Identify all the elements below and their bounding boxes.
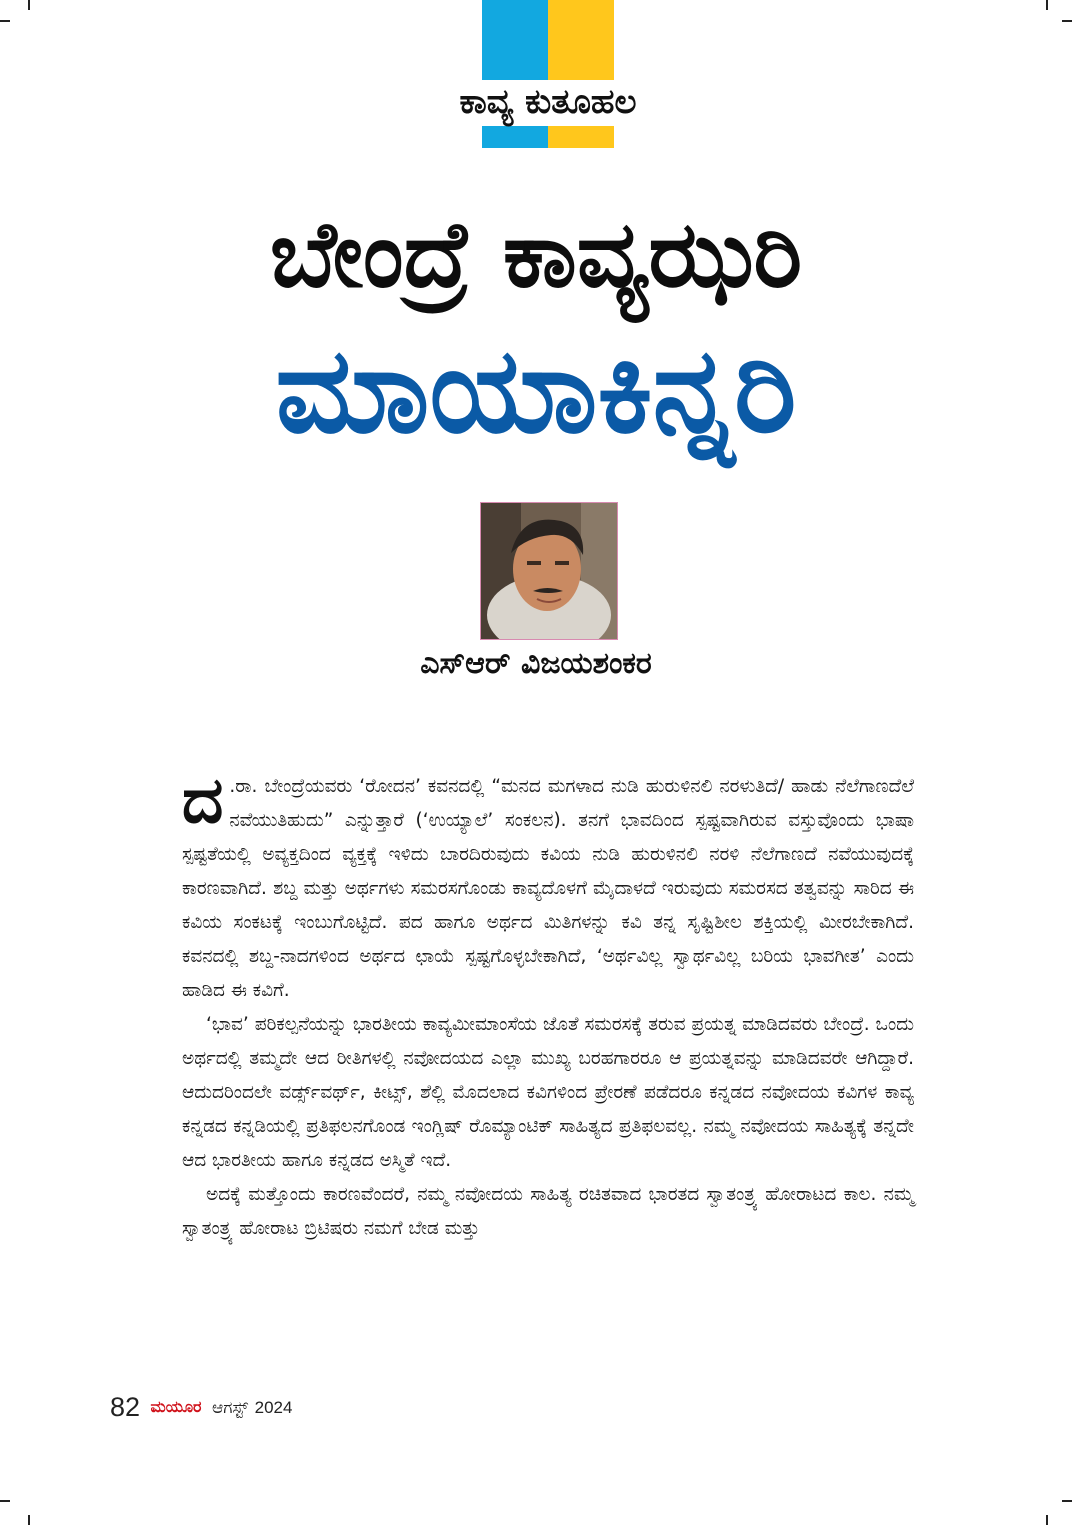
- logo-yellow-bar: [548, 126, 614, 148]
- crop-mark: [1062, 20, 1072, 22]
- paragraph: [182, 764, 914, 1008]
- author-photo: [480, 502, 618, 640]
- logo-yellow-block: [548, 0, 614, 80]
- paragraph: ಅದಕ್ಕೆ ಮತ್ತೊಂದು ಕಾರಣವೆಂದರೆ, ನಮ್ಮ ನವೋದಯ ಸಾಹಿತ್ಯ ರಚಿತವಾದ ಭಾರತದ ಸ್ವಾತಂತ್ರ್ಯ ಹೋರಾಟದ ಕಾಲ. ನಮ್ಮ ಸ್ವಾತಂತ್ರ್ಯ ಹೋರಾಟ ಬ್ರಿಟಿಷರು ನಮಗೆ ಬೇಡ ಮತ್ತು: [182, 1184, 914, 1239]
- logo-blue-bar: [482, 126, 548, 148]
- crop-mark: [0, 1500, 10, 1502]
- paragraph-text: .ರಾ. ಬೇಂದ್ರೆಯವರು ‘ರೋದನ’ ಕವನದಲ್ಲಿ “ಮನದ ಮಗಳಾದ ನುಡಿ ಹುರುಳಿನಲಿ ನರಳುತಿದೆ/ ಹಾಡು ನೆಲೆಗಾಣದೆಲೆ ನವೆಯುತಿಹುದು” ಎನ್ನುತ್ತಾರೆ (‘ಉಯ್ಯಾಲೆ’ ಸಂಕಲನ). ತನಗೆ ಭಾವದಿಂದ ಸ್ಪಷ್ಟವಾಗಿರುವ ವಸ್ತುವೊಂದು ಭಾಷಾ ಸ್ಪಷ್ಟತೆಯಲ್ಲಿ ಅವ್ಯಕ್ತದಿಂದ ವ್ಯಕ್ತಕ್ಕೆ ಇಳಿದು ಬಾರದಿರುವುದು ಕವಿಯ ನುಡಿ ಹುರುಳಿನಲಿ ನರಳಿ ನೆಲೆಗಾಣದೆ ನವೆಯುವುದಕ್ಕೆ ಕಾರಣವಾಗಿದೆ. ಶಬ್ದ ಮತ್ತು ಅರ್ಥಗಳು ಸಮರಸಗೊಂಡು ಕಾವ್ಯದೊಳಗೆ ಮೈದಾಳದೆ ಇರುವುದು ಸಮರಸದ ತತ್ವವನ್ನು ಸಾರಿದ ಈ ಕವಿಯ ಸಂಕಟಕ್ಕೆ ಇಂಬುಗೊಟ್ಟಿದೆ. ಪದ ಹಾಗೂ ಅರ್ಥದ ಮಿತಿಗಳನ್ನು ಕವಿ ತನ್ನ ಸೃಷ್ಟಿಶೀಲ ಶಕ್ತಿಯಲ್ಲಿ ಮೀರಬೇಕಾಗಿದೆ. ಕವನದಲ್ಲಿ ಶಬ್ದ-ನಾದಗಳಿಂದ ಅರ್ಥದ ಛಾಯೆ ಸ್ಪಷ್ಟಗೊಳ್ಳಬೇಕಾಗಿದೆ, ‘ಅರ್ಥವಿಲ್ಲ ಸ್ವಾರ್ಥವಿಲ್ಲ ಬರಿಯ ಭಾವಗೀತ’ ಎಂದು ಹಾಡಿದ ಈ ಕವಿಗೆ.: [182, 776, 914, 1001]
- magazine-name: ಮಯೂರ: [150, 1398, 202, 1416]
- issue-month: ಆಗಸ್ಟ್: [211, 1397, 249, 1417]
- logo-blue-block: [482, 0, 548, 80]
- section-logo: [482, 0, 614, 150]
- issue-year: 2024: [254, 1397, 293, 1417]
- author-name: ಎಸ್‌ಆರ್‌ ವಿಜಯಶಂಕರ: [420, 646, 652, 681]
- crop-mark: [28, 1515, 30, 1525]
- crop-mark: [1062, 1500, 1072, 1502]
- crop-mark: [28, 0, 30, 10]
- page-footer: [110, 1392, 292, 1432]
- page-number: 82: [110, 1392, 141, 1422]
- paragraph: ‘ಭಾವ’ ಪರಿಕಲ್ಪನೆಯನ್ನು ಭಾರತೀಯ ಕಾವ್ಯಮೀಮಾಂಸೆಯ ಜೊತೆ ಸಮರಸಕ್ಕೆ ತರುವ ಪ್ರಯತ್ನ ಮಾಡಿದವರು ಬೇಂದ್ರೆ. ಒಂದು ಅರ್ಥದಲ್ಲಿ ತಮ್ಮದೇ ಆದ ರೀತಿಗಳಲ್ಲಿ ನವೋದಯದ ಎಲ್ಲಾ ಮುಖ್ಯ ಬರಹಗಾರರೂ ಆ ಪ್ರಯತ್ನವನ್ನು ಮಾಡಿದವರೇ ಆಗಿದ್ದಾರೆ. ಆದುದರಿಂದಲೇ ವರ್ಡ್ಸ್‌ವರ್ಥ್, ಕೀಟ್ಸ್, ಶೆಲ್ಲಿ ಮೊದಲಾದ ಕವಿಗಳಿಂದ ಪ್ರೇರಣೆ ಪಡೆದರೂ ಕನ್ನಡದ ನವೋದಯ ಕವಿಗಳ ಕಾವ್ಯ ಕನ್ನಡದ ಕನ್ನಡಿಯಲ್ಲಿ ಪ್ರತಿಫಲನಗೊಂಡ ಇಂಗ್ಲಿಷ್ ರೊಮ್ಯಾಂಟಿಕ್ ಸಾಹಿತ್ಯದ ಪ್ರತಿಫಲವಲ್ಲ. ನಮ್ಮ ನವೋದಯ ಸಾಹಿತ್ಯಕ್ಕೆ ತನ್ನದೇ ಆದ ಭಾರತೀಯ ಹಾಗೂ ಕನ್ನಡದ ಅಸ್ಮಿತೆ ಇದೆ.: [182, 1014, 914, 1171]
- crop-mark: [0, 20, 10, 22]
- crop-mark: [1046, 0, 1048, 10]
- article-body: [182, 764, 914, 1246]
- article-title: ಬೇಂದ್ರೆ ಕಾವ್ಯಝರಿ: [269, 201, 803, 308]
- drop-cap: ದ: [182, 764, 224, 838]
- section-label: ಕಾವ್ಯ ಕುತೂಹಲ: [459, 82, 637, 122]
- author-portrait-image: [481, 503, 617, 639]
- article-subtitle: ಮಾಯಾಕಿನ್ನರಿ: [275, 321, 797, 459]
- crop-mark: [1046, 1515, 1048, 1525]
